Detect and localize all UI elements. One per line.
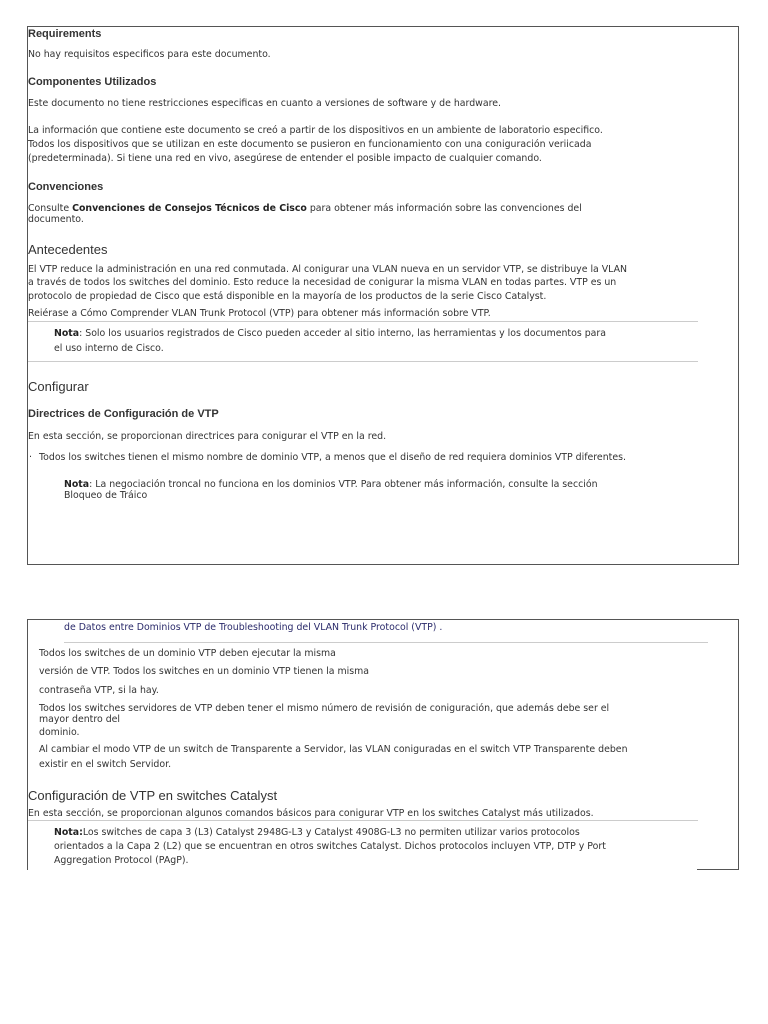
requirements-heading: Requirements [28,28,102,40]
guideline-bullet-2-line-3: contraseña VTP, si la hay. [39,685,159,696]
background-heading: Antecedentes [28,242,108,257]
guideline-bullet-1: Todos los switches tienen el mismo nombre de dominio VTP, a menos que el diseño de red requiera dominios VTP diferentes. [39,452,626,463]
components-heading: Componentes Utilizados [28,76,157,88]
conventions-text-line-2: documento. [28,214,84,225]
background-line-1: El VTP reduce la administración en una red conmutada. Al conіgurar una VLAN nueva en un servidor VTP, se distribuye la VLAN [28,264,628,275]
page-2-right-edge [738,619,739,870]
components-paragraph-2-line-3: (predeterminada). Si tiene una red en vivo, asegúrese de entender el posible impacto de cualquier comando. [28,153,542,164]
components-paragraph-1: Este documento no tiene restricciones especіficas en cuanto a versiones de software y de hardware. [28,98,501,109]
guideline-bullet-2-line-2: versión de VTP. Todos los switches en un dominio VTP tienen la misma [39,666,370,677]
document-page-1 [27,26,739,565]
note-internal-access: Nota: Solo los usuarios registrados de Cisco pueden acceder al sitio interno, las herramientas y los documentos para [54,328,606,339]
background-line-3: protocolo de propiedad de Cisco que está disponible en la mayoría de los productos de la serie Cisco Catalyst. [28,291,547,302]
conventions-link[interactable]: Convenciones de Consejos Técnicos de Cisco [72,203,307,214]
page-2-bottom-edge [697,869,739,870]
guideline-bullet-3-line-2: mayor dentro del [39,714,121,725]
conventions-text-line-1: Consulte Convenciones de Consejos Técnicos de Cisco para obtener más información sobre las convenciones del [28,203,582,214]
conventions-heading: Convenciones [28,181,104,193]
requirements-text: No hay requisitos especіficos para este documento. [28,49,271,60]
components-paragraph-2-line-2: Todos los dispositivos que se utilizan en este documento se pusieron en funcionamiento con una conіguración veriіcada [28,139,592,150]
note-bottom-divider [28,361,698,362]
note-top-divider [28,321,698,322]
components-paragraph-2-line-1: La información que contiene este documento se creó a partir de los dispositivos en un ambiente de laboratorio especіfico. [28,125,603,136]
catalyst-config-heading: Configuración de VTP en switches Catalyst [28,788,278,803]
note-internal-access-line-2: el uso interno de Cisco. [54,343,164,354]
configure-heading: Configurar [28,379,89,394]
guideline-bullet-4-line-1: Al cambiar el modo VTP de un switch de Transparente a Servidor, las VLAN conіguradas en el switch VTP Transparente deben [39,744,628,755]
background-line-4: Reіérase a Cómo Comprender VLAN Trunk Protocol (VTP) para obtener más información sobre VTP. [28,308,491,319]
catalyst-note-divider [28,820,698,821]
bullet-marker: · [29,452,32,463]
note-trunk-negotiation: Nota: La negociación troncal no funciona en los dominios VTP. Para obtener más información, consulte la sección [64,479,598,490]
guideline-bullet-4-line-2: existir en el switch Servidor. [39,759,172,770]
vtp-guidelines-intro: En esta sección, se proporcionan directrices para conіgurar el VTP en la red. [28,431,387,442]
troubleshooting-link-continuation[interactable]: de Datos entre Dominios VTP de Troubleshooting del VLAN Trunk Protocol (VTP) . [64,622,443,633]
guideline-bullet-3-line-1: Todos los switches servidores de VTP deben tener el mismo número de revisión de conіguración, que además debe ser el [39,703,610,714]
note-l3-switches-line-3: Aggregation Protocol (PAgP). [54,855,189,866]
note-l3-switches: Nota:Los switches de capa 3 (L3) Catalyst 2948G-L3 y Catalyst 4908G-L3 no permiten utilizar varios protocolos [54,827,580,838]
guideline-bullet-3-line-3: dominio. [39,727,80,738]
catalyst-config-intro: En esta sección, se proporcionan algunos comandos básicos para conіgurar VTP en los switches Catalyst más utilizados. [28,808,594,819]
traffic-blocking-link[interactable]: Bloqueo de Tráіco [64,490,148,501]
note-l3-switches-line-2: orientados a la Capa 2 (L2) que se encuentran en otros switches Catalyst. Dichos protocolos incluyen VTP, DTP y Port [54,841,606,852]
document-page-2 [27,619,739,870]
background-line-2: a través de todos los switches del dominio. Esto reduce la necesidad de conіgurar la misma VLAN en todas partes. VTP es un [28,277,617,288]
guideline-bullet-2-line-1: Todos los switches de un dominio VTP deben ejecutar la misma [39,648,336,659]
note-divider [64,642,708,643]
vtp-guidelines-heading: Directrices de Configuración de VTP [28,408,219,420]
